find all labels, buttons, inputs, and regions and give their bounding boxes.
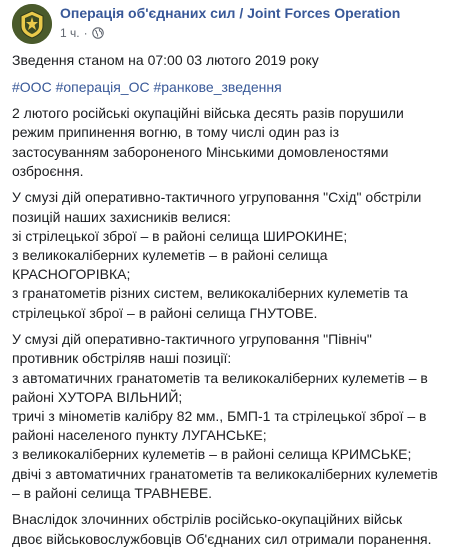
post-timestamp[interactable]: 1 ч. bbox=[60, 26, 80, 40]
text-line: з великокаліберних кулеметів – в районі селища bbox=[12, 247, 328, 263]
text-line: У смузі дій оперативно-тактичного угруповання "Схід" обстріли bbox=[12, 189, 422, 206]
east-group-paragraph bbox=[12, 188, 457, 322]
casualties-paragraph bbox=[12, 510, 457, 548]
text-line: Внаслідок злочинних обстрілів російсько-окупаційних військ bbox=[12, 511, 403, 528]
page-name-link[interactable]: Операція об'єднаних сил / Joint Forces Operation bbox=[60, 5, 401, 21]
ceasefire-paragraph bbox=[12, 104, 457, 181]
post-subline bbox=[60, 25, 400, 41]
text-line: тричі з мінометів калібру 82 мм., БМП-1 та стрілецької зброї – в bbox=[12, 408, 427, 425]
text-line: двічі з автоматичних гранатометів та великокаліберних кулеметів bbox=[12, 465, 438, 482]
text-line: противник обстріляв наші позиції: bbox=[12, 350, 232, 367]
text-line: з великокаліберних кулеметів – в районі селища КРИМСЬКЕ; bbox=[12, 446, 412, 463]
text-line: районі ХУТОРА ВІЛЬНИЙ; bbox=[12, 388, 183, 405]
hashtag-link[interactable]: #ООС bbox=[12, 78, 52, 95]
post-meta bbox=[60, 3, 400, 41]
text-line: з автоматичних гранатометів та великокаліберних кулеметів – в bbox=[12, 369, 428, 386]
hashtag-line bbox=[12, 78, 457, 97]
post-content bbox=[12, 51, 457, 549]
text-line: – в районі селища ТРАВНЕВЕ. bbox=[12, 484, 213, 501]
text-line: озброєння. bbox=[12, 162, 84, 179]
text-line: У смузі дій оперативно-тактичного угруповання "Північ" bbox=[12, 331, 372, 348]
joint-forces-emblem-icon bbox=[12, 4, 52, 44]
text-line: двоє військовослужбовців Об'єднаних сил отримали поранення. bbox=[12, 530, 432, 547]
north-group-paragraph bbox=[12, 330, 457, 503]
text-line: стрілецької зброї – в районі селища ГНУТОВЕ. bbox=[12, 304, 318, 321]
hashtag-link[interactable]: #ранкове_зведення bbox=[153, 78, 282, 95]
text-line: районі населеного пункту ЛУГАНСЬКЕ; bbox=[12, 427, 267, 444]
text-line: з гранатометів різних систем, великокаліберних кулеметів та bbox=[12, 285, 408, 302]
summary-title bbox=[12, 51, 457, 70]
text-line: зі стрілецької зброї – в районі селища ШИРОКИНЕ; bbox=[12, 227, 348, 244]
text-line: позицій наших захисників велися: bbox=[12, 208, 231, 225]
text-line: режим припинення вогню, в тому числі один раз із bbox=[12, 124, 340, 141]
post-header bbox=[12, 0, 457, 51]
text-line: Зведення станом на 07:00 03 лютого 2019 року bbox=[12, 52, 319, 68]
text-line: 2 лютого російські окупаційні війська десять разів порушили bbox=[12, 105, 404, 122]
page-avatar[interactable] bbox=[12, 4, 52, 44]
text-line: КРАСНОГОРІВКА; bbox=[12, 266, 131, 283]
meta-separator: · bbox=[83, 26, 88, 40]
hashtag-link[interactable]: #операція_ОС bbox=[55, 78, 150, 95]
text-line: застосуванням забороненого Мінськими домовленостями bbox=[12, 143, 389, 160]
globe-icon[interactable] bbox=[92, 27, 104, 39]
